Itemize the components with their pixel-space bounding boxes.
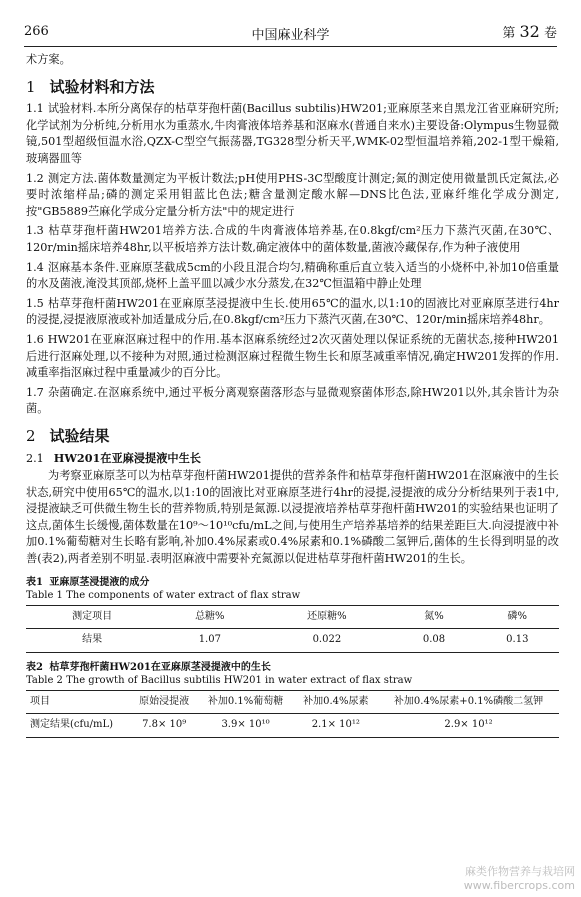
para-1-4 — [26, 260, 559, 293]
section-2-heading — [26, 428, 559, 445]
table-1-header: 氮% — [424, 610, 444, 622]
table-1 — [26, 605, 559, 653]
table-2-header: 项目 — [30, 695, 50, 707]
table-2-header: 补加0.4%尿素 — [303, 695, 369, 707]
volume-number: 32 — [519, 22, 540, 41]
table-1-header: 测定项目 — [72, 610, 113, 622]
table-2-header-row — [26, 690, 559, 714]
watermark-line-2: www.fibercrops.com — [463, 879, 575, 892]
table-2-cell: 2.9× 10¹² — [444, 719, 493, 731]
table-1-title-zh: 亚麻原茎浸提液的成分 — [49, 576, 150, 588]
para-1-2-text: 测定方法.菌体数量测定为平板计数法;pH使用PHS-3C型酸度计测定;氮的测定使用微量凯氏定氮法,必要时浓缩样品;磷的测定采用钼蓝比色法;糖含量测定酸水解—DNS比色法,亚麻纤维化学成分测定,按"GB5889苎麻化学成分定量分析方法"中的规定进行 — [26, 171, 559, 218]
para-1-3-text: 枯草芽孢杆菌HW201培养方法.合成的牛肉膏液体培养基,在0.8kgf/cm²压力下蒸汽灭菌,在30℃、120r/min摇床培养48hr,以平板培养方法计数,确定液体中的菌体数量,菌液冷藏保存,作为种子液使用 — [26, 224, 559, 254]
table-2-title-zh: 枯草芽孢杆菌HW201在亚麻原茎浸提液中的生长 — [49, 661, 271, 673]
table-1-header: 还原糖% — [307, 610, 347, 622]
section-1-heading — [26, 79, 559, 96]
para-1-5-text: 枯草芽孢杆菌HW201在亚麻原茎浸提液中生长.使用65℃的温水,以1:10的固液比对亚麻原茎进行4hr的浸提,浸提液原液或补加适量成分后,在0.8kgf/cm²压力下蒸汽灭菌,在30℃、120r/min摇床培养48hr。 — [26, 296, 559, 327]
table-1-cell: 0.08 — [422, 634, 446, 646]
table-2-header: 补加0.1%葡萄糖 — [207, 695, 284, 707]
table-1-cell: 1.07 — [198, 634, 221, 646]
para-1-5-number: 1.5 — [26, 296, 44, 310]
section-2-number: 2 — [26, 426, 36, 445]
para-1-3-number: 1.3 — [26, 224, 44, 238]
table-1-title-en: Table 1 The components of water extract of flax straw — [26, 589, 301, 601]
para-1-7-text: 杂菌确定.在沤麻系统中,通过平板分离观察菌落形态与显微观察菌体形态,除HW201以外,其余皆计为杂菌。 — [26, 385, 559, 416]
table-1-cell: 结果 — [82, 634, 103, 646]
table-row — [26, 629, 559, 653]
para-1-2-number: 1.2 — [26, 171, 44, 185]
continued-text: 术方案。 — [26, 53, 71, 66]
table-2 — [26, 690, 559, 738]
table-1-cell: 0.13 — [506, 634, 529, 646]
table-2-cell: 测定结果(cfu/mL) — [30, 719, 114, 731]
volume-prefix: 第 — [502, 26, 516, 41]
running-header — [24, 22, 557, 44]
table-2-cell: 2.1× 10¹² — [311, 719, 360, 731]
table-1-caption — [26, 576, 559, 602]
journal-title: 中国麻业科学 — [251, 28, 330, 43]
header-rule — [24, 46, 557, 47]
table-2-header: 原始浸提液 — [139, 695, 190, 707]
para-1-7 — [26, 385, 559, 418]
table-2-title-en: Table 2 The growth of Bacillus subtilis HW201 in water extract of flax straw — [26, 674, 413, 686]
para-1-4-text: 沤麻基本条件.亚麻原茎截成5cm的小段且混合均匀,精确称重后直立装入适当的小烧杯中,补加10倍重量的水及菌液,淹没其顶部,烧杯上盖平皿以减少水分蒸发,在32℃恒温箱中静止处理 — [26, 260, 559, 291]
para-2-1: 为考察亚麻原茎可以为枯草芽孢杆菌HW201提供的营养条件和枯草芽孢杆菌HW201在沤麻液中的生长状态,研究中使用65℃的温水,以1:10的固液比对亚麻原茎进行4hr的浸提,浸提液的成分分析结果列于表1中,浸提液缺乏可供微生物生长的营养物质,特别是氮源.以浸提液培养枯草芽孢杆菌HW201的实验结果也证明了这点,菌体生长缓慢,菌体数量在10⁹～10¹⁰cfu/mL之间,与使用生产培养基培养的结果差距巨大.向浸提液中补加0.1%葡萄糖对生长略有影响,补加0.4%尿素或0.4%尿素和0.1%磷酸二氢钾后,菌体的生长得到明显的改善(表2),两者差别不明显.表明沤麻液中需要补充氮源以促进枯草芽孢杆菌HW201的生长。 — [26, 469, 559, 566]
volume-suffix: 卷 — [543, 26, 557, 41]
table-2-cell: 7.8× 10⁹ — [142, 719, 187, 731]
para-1-6-text: HW201在亚麻沤麻过程中的作用.基本沤麻系统经过2次灭菌处理以保证系统的无菌状态,接种HW201后进行沤麻处理,以不接种为对照,通过检测沤麻过程微生物生长和原茎减重率情况,确定HW201发挥的作用.减重率指沤麻过程中重量减少的百分比。 — [26, 332, 559, 380]
para-1-4-number: 1.4 — [26, 260, 44, 274]
page-number: 266 — [24, 24, 49, 39]
table-2-cell: 3.9× 10¹⁰ — [221, 719, 270, 731]
para-1-1-text: 试验材料.本所分离保存的枯草芽孢杆菌(Bacillus subtilis)HW201;亚麻原茎来自黑龙江省亚麻研究所;化学试剂为分析纯,分析用水为重蒸水,牛肉膏液体培养基和沤麻水(普通自来水)主要设备:Olympus生物显微镜,501型超级恒温水浴,QZX-C型空气振荡器,TG328型分析天平,WMK-02型恒温培养箱,202-1型干燥箱,玻璃器皿等 — [26, 102, 559, 165]
subsection-2-1-title: HW201在亚麻浸提液中生长 — [53, 451, 201, 466]
para-1-7-number: 1.7 — [26, 385, 44, 399]
watermark-line-1: 麻类作物营养与栽培网 — [465, 865, 575, 878]
para-1-1 — [26, 101, 559, 167]
section-1-title: 试验材料和方法 — [49, 77, 155, 96]
table-row — [26, 714, 559, 738]
subsection-2-1-number: 2.1 — [26, 452, 44, 466]
table-1-cell: 0.022 — [312, 634, 342, 646]
table-1-header-row — [26, 605, 559, 629]
table-2-number: 表2 — [26, 661, 43, 673]
para-1-2 — [26, 171, 559, 221]
para-1-3 — [26, 223, 559, 256]
table-1-header: 磷% — [507, 610, 528, 622]
volume-label — [502, 22, 557, 41]
para-1-6 — [26, 332, 559, 382]
table-1-header: 总糖% — [195, 610, 225, 622]
table-2-header: 补加0.4%尿素+0.1%磷酸二氢钾 — [393, 695, 544, 707]
paper-body — [26, 52, 559, 738]
section-1-number: 1 — [26, 77, 36, 96]
watermark — [464, 865, 575, 893]
table-2-caption — [26, 661, 559, 687]
para-1-6-number: 1.6 — [26, 332, 44, 346]
para-1-5 — [26, 296, 559, 329]
para-1-1-number: 1.1 — [26, 102, 44, 116]
table-1-number: 表1 — [26, 576, 43, 588]
subsection-2-1-heading — [26, 450, 559, 468]
section-2-title: 试验结果 — [49, 426, 110, 445]
